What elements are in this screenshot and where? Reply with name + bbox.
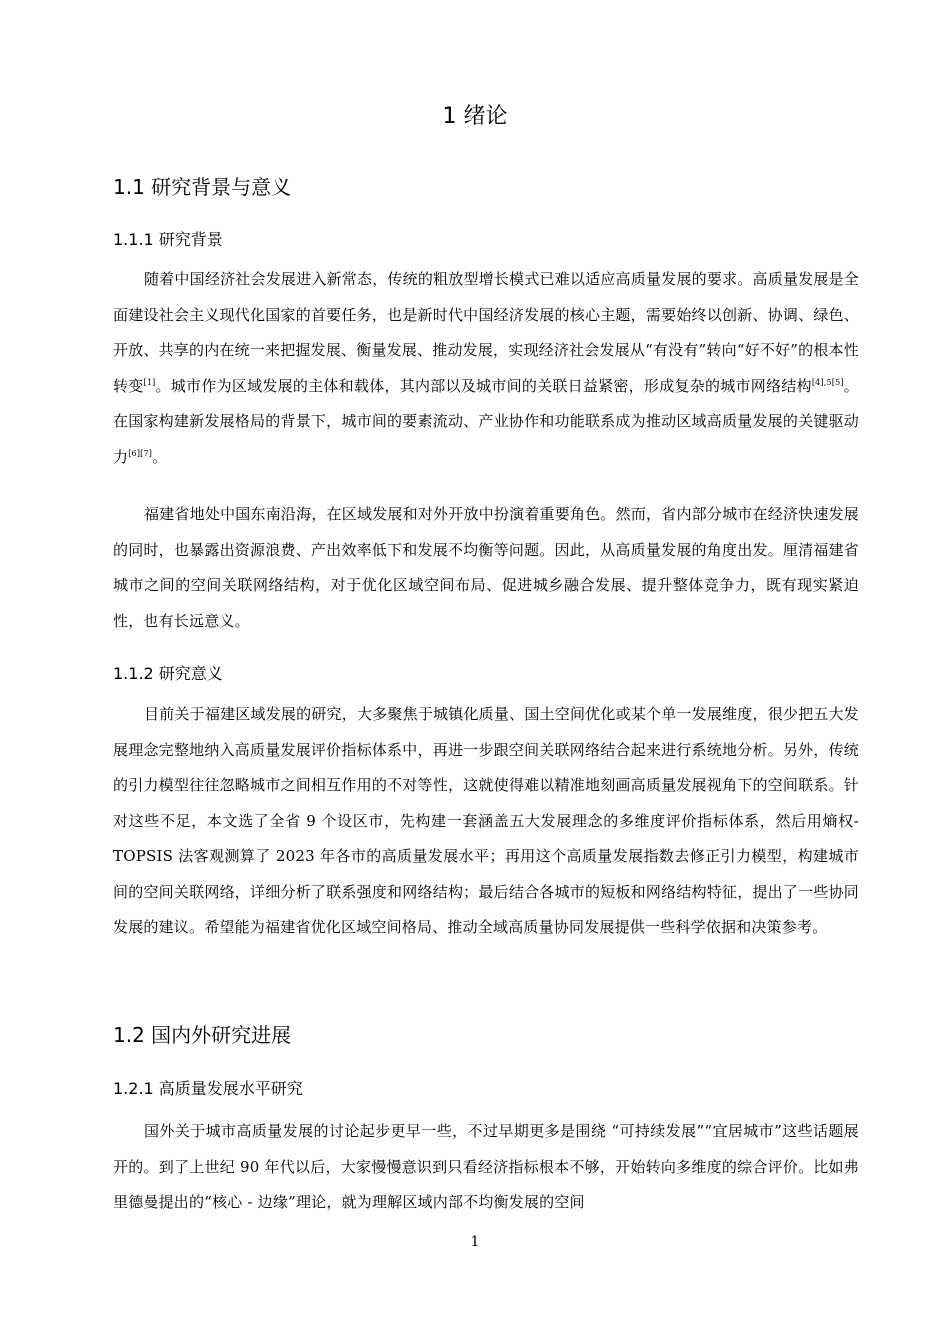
paragraph-text: 。 bbox=[152, 447, 168, 466]
paragraph-text: 随着中国经济社会发展进入新常态，传统的粗放型增长模式已难以适应高质量发展的要求。高质量发展是全面建设社会主义现代化国家的首要任务，也是新时代中国经济发展的核心主题，需要始终以创新、协调、绿色、开放、共享的内在统一来把握发展、衡量发展、推动发展，实现经济社会发展从“有没有”转向“好不好”的根本性转变 bbox=[113, 270, 859, 395]
section-heading-1-2-1: 1.2.1 高质量发展水平研究 bbox=[113, 1079, 303, 1098]
paragraph-research-significance: 目前关于福建区域发展的研究，大多聚焦于城镇化质量、国土空间优化或某个单一发展维度，很少把五大发展理念完整地纳入高质量发展评价指标体系中，再进一步跟空间关联网络结合起来进行系统地分析。另外，传统的引力模型往往忽略城市之间相互作用的不对等性，这就使得难以精准地刻画高质量发展视角下的空间联系。针对这些不足，本文选了全省 9 个设区市，先构建一套涵盖五大发展理念的多维度评价指标体系，然后用熵权-TOPSIS 法客观测算了 2023 年各市的高质量发展水平；再用这个高质量发展指数去修正引力模型，构建城市间的空间关联网络，详细分析了联系强度和网络结构；最后结合各城市的短板和网络结构特征，提出了一些协同发展的建议。希望能为福建省优化区域空间格局、推动全域高质量协同发展提供一些科学依据和决策参考。 bbox=[113, 705, 859, 936]
section-heading-1-1-2: 1.1.2 研究意义 bbox=[113, 664, 223, 683]
citation: [6][7] bbox=[128, 448, 153, 458]
citation: [1] bbox=[143, 377, 156, 387]
chapter-title: 1 绪论 bbox=[442, 104, 508, 129]
section-heading-1-2: 1.2 国内外研究进展 bbox=[113, 1023, 292, 1047]
section-heading-1-1: 1.1 研究背景与意义 bbox=[113, 175, 292, 199]
paragraph-text: 。在国家构建新发展格局的背景下，城市间的要素流动、产业协作和功能联系成为推动区域高质量发展的关键驱动力 bbox=[113, 376, 859, 466]
paragraph-research-background-1 bbox=[113, 262, 859, 475]
section-heading-1-1-1: 1.1.1 研究背景 bbox=[113, 230, 223, 249]
paragraph-high-quality-development: 国外关于城市高质量发展的讨论起步更早一些，不过早期更多是围绕 “可持续发展”“宜居城市”这些话题展开的。到了上世纪 90 年代以后，大家慢慢意识到只看经济指标根本不够，开始转向多维度的综合评价。比如弗里德曼提出的“核心 - 边缘”理论，就为理解区域内部不均衡发展的空间 bbox=[113, 1122, 859, 1211]
paragraph-research-background-2: 福建省地处中国东南沿海，在区域发展和对外开放中扮演着重要角色。然而，省内部分城市在经济快速发展的同时，也暴露出资源浪费、产出效率低下和发展不均衡等问题。因此，从高质量发展的角度出发。厘清福建省城市之间的空间关联网络结构，对于优化区域空间布局、促进城乡融合发展、提升整体竞争力，既有现实紧迫性，也有长远意义。 bbox=[113, 505, 859, 630]
paragraph-text: 。城市作为区域发展的主体和载体，其内部以及城市间的关联日益紧密，形成复杂的城市网络结构 bbox=[155, 376, 812, 395]
page-number: 1 bbox=[470, 1234, 480, 1250]
citation: [4],5[5] bbox=[811, 377, 844, 387]
